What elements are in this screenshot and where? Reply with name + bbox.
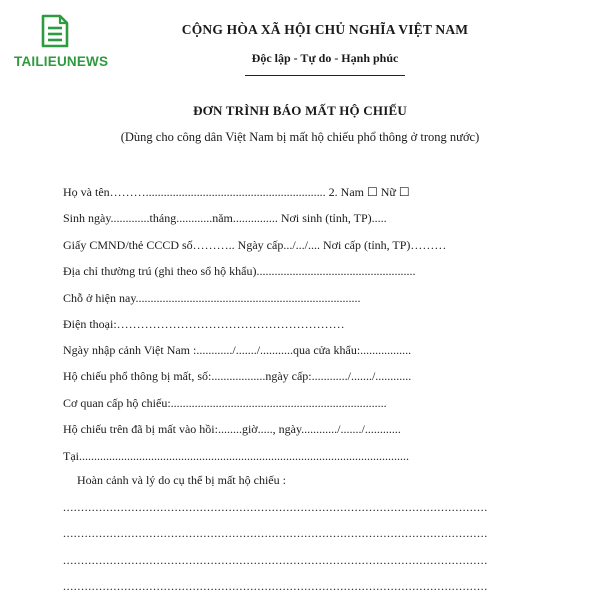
form-subtitle: (Dùng cho công dân Việt Nam bị mất hộ chiếu phổ thông ở trong nước) <box>120 130 480 144</box>
dotted-line: ...................................................................................................................... <box>63 500 488 514</box>
dotted-line: ...................................................................................................................... <box>63 553 488 567</box>
field-phone: Điện thoại:………………………………………………… <box>63 317 345 331</box>
motto-underline <box>245 75 405 76</box>
logo-text: TAILIEUNEWS <box>14 54 109 69</box>
field-lost-passport-number: Hộ chiếu phổ thông bị mất, số:..................ngày cấp:............/......./............ <box>63 369 412 383</box>
national-motto: Độc lập - Tự do - Hạnh phúc <box>251 51 399 65</box>
dotted-line: ...................................................................................................................... <box>63 579 488 593</box>
form-title: ĐƠN TRÌNH BÁO MẤT HỘ CHIẾU <box>193 103 407 118</box>
site-logo <box>14 14 109 74</box>
field-permanent-address: Địa chỉ thường trú (ghi theo sổ hộ khẩu)..................................................... <box>63 264 416 278</box>
field-issuing-authority: Cơ quan cấp hộ chiếu:........................................................................ <box>63 396 387 410</box>
field-id-card: Giấy CMND/thẻ CCCD số……….. Ngày cấp.../.../.... Nơi cấp (tỉnh, TP)……… <box>63 238 447 252</box>
field-loss-circumstances: Hoàn cảnh và lý do cụ thể bị mất hộ chiếu : <box>77 473 286 487</box>
nation-name: CỘNG HÒA XÃ HỘI CHỦ NGHĨA VIỆT NAM <box>181 22 469 37</box>
dotted-line: ...................................................................................................................... <box>63 526 488 540</box>
field-entry-date: Ngày nhập cảnh Việt Nam :............/......./...........qua cửa khẩu:................. <box>63 343 412 357</box>
field-loss-location: Tại.............................................................................................................. <box>63 449 409 463</box>
field-full-name-gender: Họ và tên………............................................................ 2. Nam ☐ Nữ ☐ <box>63 185 410 199</box>
field-birth-date-place: Sinh ngày.............tháng............năm............... Nơi sinh (tỉnh, TP)..... <box>63 211 387 225</box>
field-current-residence: Chỗ ở hiện nay........................................................................... <box>63 291 361 305</box>
national-header <box>150 22 500 76</box>
field-loss-time: Hộ chiếu trên đã bị mất vào hồi:........giờ....., ngày............/......./............ <box>63 422 401 436</box>
document-icon <box>40 14 70 48</box>
